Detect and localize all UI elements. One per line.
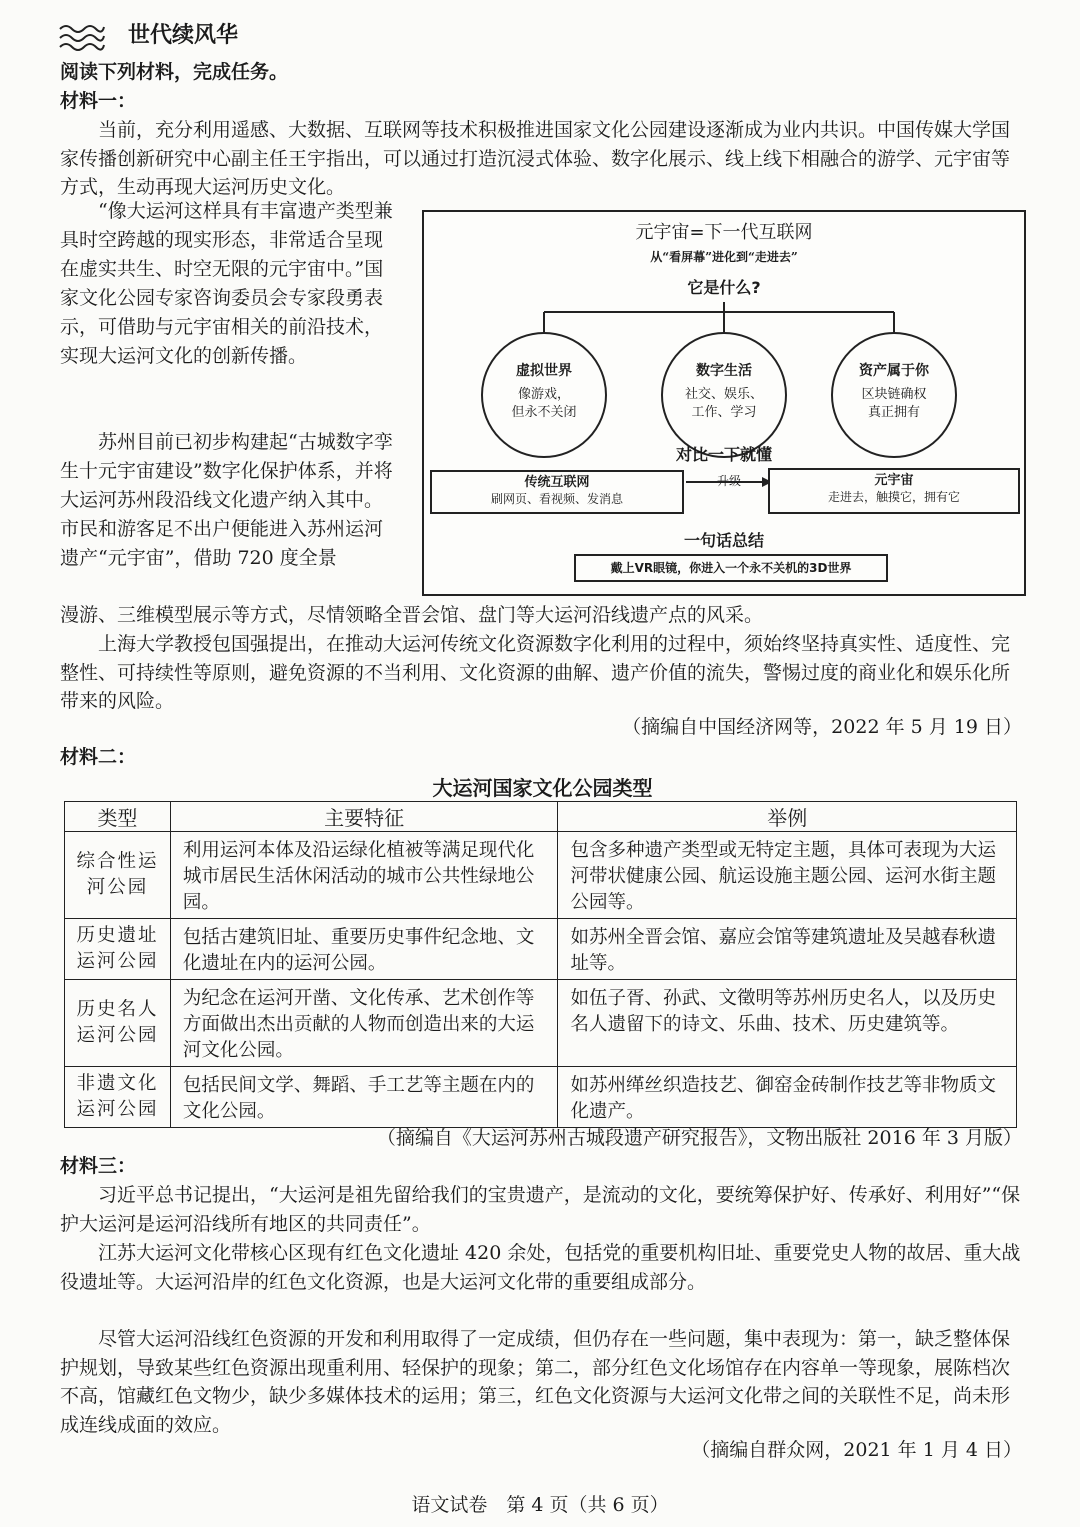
metaverse-diagram <box>422 210 1026 596</box>
column-header: 主要特征 <box>170 802 558 832</box>
material3-para1: 习近平总书记提出，“大运河是祖先留给我们的宝贵遗产，是流动的文化，要统筹保护好、传承好、利用好”“保护大运河是运河沿线所有地区的共同责任”。 <box>60 1184 1021 1235</box>
table-row <box>65 919 1017 980</box>
page-footer: 语文试卷 第 4 页（共 6 页） <box>411 1494 669 1516</box>
box-subtitle: 刷网页、看视频、发消息 <box>490 492 623 506</box>
table-header-row <box>65 802 1017 832</box>
column-header: 类型 <box>65 802 171 832</box>
instruction: 阅读下列材料，完成任务。 <box>60 61 289 83</box>
box-subtitle: 走进去，触摸它，拥有它 <box>827 490 960 504</box>
material3-para3: 尽管大运河沿线红色资源的开发和利用取得了一定成绩，但仍存在一些问题，集中表现为：第一，缺乏整体保护规划，导致某些红色资源出现重利用、轻保护的现象；第二，部分红色文化场馆存在内容单一等现象，展陈档次不高，馆藏红色文物少，缺少多媒体技术的运用；第三，红色文化资源与大运河文化带之间的关联性不足，尚未形成连线成面的效应。 <box>60 1328 1011 1436</box>
circle-title: 虚拟世界 <box>516 363 572 379</box>
material1-label: 材料一： <box>60 90 137 112</box>
box-metaverse <box>768 468 1020 514</box>
circle-line: 社交、娱乐、 <box>684 387 763 402</box>
type-cell: 综合性运河公园 <box>65 832 171 919</box>
example-cell: 如伍子胥、孙武、文徵明等苏州历史名人，以及历史名人遗留下的诗文、乐曲、技术、历史建筑等。 <box>558 980 1017 1067</box>
box-title: 元宇宙 <box>874 473 914 488</box>
example-cell: 如苏州全晋会馆、嘉应会馆等建筑遗址及吴越春秋遗址等。 <box>558 919 1017 980</box>
example-cell: 包含多种遗产类型或无特定主题，具体可表现为大运河带状健康公园、航运设施主题公园、运河水街主题公园等。 <box>558 832 1017 919</box>
material2-label: 材料二： <box>60 746 137 768</box>
table-row <box>65 832 1017 919</box>
box-title: 传统互联网 <box>524 475 590 490</box>
circle-line: 工作、学习 <box>691 405 757 420</box>
circle-title: 资产属于你 <box>859 363 929 379</box>
summary-title: 一句话总结 <box>683 531 764 550</box>
diagram-subtitle: 从“看屏幕”进化到“走进去” <box>650 250 798 264</box>
feature-cell: 包括古建筑旧址、重要历史事件纪念地、文化遗址在内的运河公园。 <box>170 919 558 980</box>
material1-para4: 上海大学教授包国强提出，在推动大运河传统文化资源数字化利用的过程中，须始终坚持真实性、适度性、完整性、可持续性等原则，避免资源的不当利用、文化资源的曲解、遗产价值的流失，警惕过度的商业化和娱乐化所带来的风险。 <box>60 633 1011 713</box>
material3-para2: 江苏大运河文化带核心区现有红色文化遗址 420 余处，包括党的重要机构旧址、重要党史人物的故居、重大战役遗址等。大运河沿岸的红色文化资源，也是大运河文化带的重要组成部分。 <box>60 1242 1021 1293</box>
type-cell: 非遗文化运河公园 <box>65 1067 171 1128</box>
feature-cell: 利用运河本体及沿运绿化植被等满足现代化城市居民生活休闲活动的城市公共性绿地公园。 <box>170 832 558 919</box>
circle-title: 数字生活 <box>696 363 752 379</box>
wave-lines-icon <box>58 22 106 52</box>
circle-digital-life <box>661 332 787 458</box>
example-cell: 如苏州缂丝织造技艺、御窑金砖制作技艺等非物质文化遗产。 <box>558 1067 1017 1128</box>
park-types-table <box>64 801 1017 1128</box>
table-row <box>65 1067 1017 1128</box>
type-cell: 历史遗址运河公园 <box>65 919 171 980</box>
circle-line: 但永不关闭 <box>511 405 577 420</box>
circle-virtual-world <box>481 332 607 458</box>
circle-line: 像游戏， <box>517 387 570 402</box>
diagram-title: 元宇宙=下一代互联网 <box>635 222 813 243</box>
compare-title: 对比一下就懂 <box>675 445 772 464</box>
diagram-question: 它是什么? <box>687 278 761 297</box>
box-traditional-internet <box>430 470 684 514</box>
material1-para3: 苏州目前已初步构建起“古城数字孪生十元宇宙建设”数字化保护体系，并将大运河苏州段沿线文化遗产纳入其中。市民和游客足不出户便能进入苏州运河遗产“元宇宙”，借助 720 度全景 <box>60 431 393 569</box>
circle-line: 真正拥有 <box>867 405 920 420</box>
material3-source: （摘编自群众网，2021 年 1 月 4 日） <box>691 1439 1022 1461</box>
upgrade-label: 升级 <box>716 474 741 488</box>
table-title: 大运河国家文化公园类型 <box>432 776 653 800</box>
feature-cell: 包括民间文学、舞蹈、手工艺等主题在内的文化公园。 <box>170 1067 558 1128</box>
feature-cell: 为纪念在运河开凿、文化传承、艺术创作等方面做出杰出贡献的人物而创造出来的大运河文化公园。 <box>170 980 558 1067</box>
material2-source: （摘编自《大运河苏州古城段遗产研究报告》，文物出版社 2016 年 3 月版） <box>376 1127 1022 1149</box>
circle-line: 区块链确权 <box>861 387 927 402</box>
material1-para3-tail: 漫游、三维模型展示等方式，尽情领略全晋会馆、盘门等大运河沿线遗产点的风采。 <box>60 604 764 626</box>
material1-source: （摘编自中国经济网等，2022 年 5 月 19 日） <box>622 716 1022 738</box>
section-title: 世代续风华 <box>128 23 239 48</box>
material1-para2: “像大运河这样具有丰富遗产类型兼具时空跨越的现实形态，非常适合呈现在虚实共生、时空无限的元宇宙中。”国家文化公园专家咨询委员会专家段勇表示，可借助与元宇宙相关的前沿技术，实现大运河文化的创新传播。 <box>60 200 393 367</box>
circle-assets <box>831 332 957 458</box>
type-cell: 历史名人运河公园 <box>65 980 171 1067</box>
material3-label: 材料三： <box>60 1155 137 1177</box>
table-row <box>65 980 1017 1067</box>
column-header: 举例 <box>558 802 1017 832</box>
material1-para1: 当前，充分利用遥感、大数据、互联网等技术积极推进国家文化公园建设逐渐成为业内共识。中国传媒大学国家传播创新研究中心副主任王宇指出，可以通过打造沉浸式体验、数字化展示、线上线下相融合的游学、元宇宙等方式，生动再现大运河历史文化。 <box>60 119 1011 199</box>
summary-box: 戴上VR眼镜，你进入一个永不关机的3D世界 <box>574 554 888 582</box>
